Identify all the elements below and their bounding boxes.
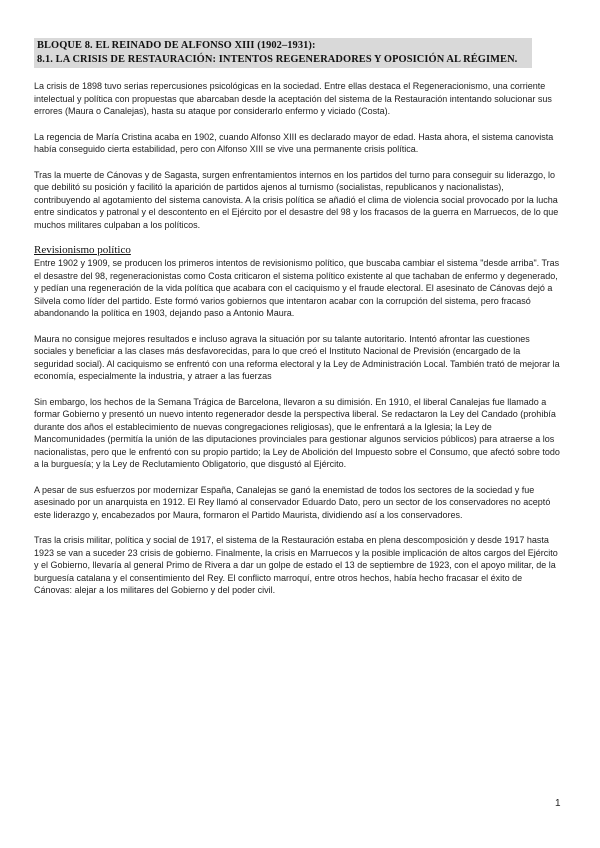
block-title: BLOQUE 8. EL REINADO DE ALFONSO XIII (1902–1931): xyxy=(37,40,316,51)
document-body xyxy=(34,80,562,610)
heading-banner xyxy=(34,38,532,68)
paragraph: Entre 1902 y 1909, se producen los primeros intentos de revisionismo político, que buscaba cambiar el sistema "desde arriba". Tras el desastre del 98, regeneracionistas como Costa criticaron el sistema político existente al que tachaban de enfermo y degenerado, y pedían una regeneración de la vida política que acabara con el caciquismo y el fraude electoral. El asesinato de Cánovas dejó a Silvela como líder del partido. Este formó varios gobiernos que intentaron acabar con la corrupción del sistema, pero fracasó abandonando la política en 1903, dejando paso a Antonio Maura. xyxy=(34,258,560,318)
paragraph: Sin embargo, los hechos de la Semana Trágica de Barcelona, llevaron a su dimisión. En 1910, el liberal Canalejas fue llamado a formar Gobierno y presentó un nuevo intento regenerador desde la perspectiva liberal. Se redactaron la Ley del Candado (prohibía durante dos años el establecimiento de nuevas congregaciones religiosas), que le enfrentará a la Iglesia; la Ley de Mancomunidades (permitía la unión de las diputaciones provinciales para gestionar algunos servicios públicos) para atraerse a los nacionalistas, pero que le enfrentó con su propio partido; la Ley de Abolición del Impuesto sobre el Consumo, que afectó sobre todo a la burguesía; y la Ley de Reclutamiento Obligatorio, que disgustó al Ejército. xyxy=(34,396,560,469)
paragraph: Tras la muerte de Cánovas y de Sagasta, surgen enfrentamientos internos en los partidos del turno para conseguir su liderazgo, lo que debilitó su posición y facilitó la aparición de partidos ajenos al turnismo (socialistas, republicanos y nacionalistas), contribuyendo al agotamiento del sistema canovista. A la crisis política se añadió el clima de violencia social provocado por la lucha entre sindicatos y patronal y el descontento en el Ejército por el desastre del 98 y los fracasos de la guerra en Marruecos, de lo que muchos militares culpaban a los políticos. xyxy=(34,169,559,230)
subheading-revisionismo: Revisionismo político xyxy=(34,244,131,256)
paragraph: La regencia de María Cristina acaba en 1902, cuando Alfonso XIII es declarado mayor de edad. Hasta ahora, el sistema canovista había conseguido cierta estabilidad, pero con Alfonso XIII se vive una permanente crisis política. xyxy=(34,131,554,154)
paragraph: La crisis de 1898 tuvo serias repercusiones psicológicas en la sociedad. Entre ellas destaca el Regeneracionismo, una corriente intelectual y política con propuestas que abarcaban desde la aceptación del sistema de la Restauración intentando solucionar sus errores (Maura o Canalejas), hasta su ataque por considerarlo enfermo y viciado (Costa). xyxy=(34,81,552,116)
paragraph: A pesar de sus esfuerzos por modernizar España, Canalejas se ganó la enemistad de todos los sectores de la sociedad y fue asesinado por un anarquista en 1912. El Rey llamó al conservador Eduardo Dato, pero un sector de los conservadores no aceptó este liderazgo y, encabezados por Maura, formaron el Partido Maurista, dividiendo así a los conservadores. xyxy=(34,484,551,520)
paragraph: Tras la crisis militar, política y social de 1917, el sistema de la Restauración estaba en plena descomposición y desde 1917 hasta 1923 se van a suceder 23 crisis de gobierno. Finalmente, la crisis en Marruecos y la posible implicación de altos cargos del Ejército y el Gobierno, llevaría al general Primo de Rivera a dar un golpe de estado el 13 de septiembre de 1923, con el apoyo militar, de la burguesía catalana y el consentimiento del Rey. El conflicto marroquí, entre otros hechos, había hecho fracasar el éxito de Cánovas: alejar a los militares del Gobierno y del poder civil. xyxy=(34,535,558,595)
page-number: 1 xyxy=(555,798,561,809)
paragraph: Maura no consigue mejores resultados e incluso agrava la situación por su talante autoritario. Intentó afrontar las cuestiones sociales y beneficiar a las clases más desfavorecidas, para lo que creó el Instituto Nacional de Previsión (encargado de la seguridad social). Al caciquismo se enfrentó con una reforma electoral y la Ley de Administración Local. También trató de mejorar la economía, especialmente la industria, y atraer a las fuerzas xyxy=(34,333,560,381)
section-title: 8.1. LA CRISIS DE RESTAURACIÓN: INTENTOS REGENERADORES Y OPOSICIÓN AL RÉGIMEN. xyxy=(37,54,518,65)
